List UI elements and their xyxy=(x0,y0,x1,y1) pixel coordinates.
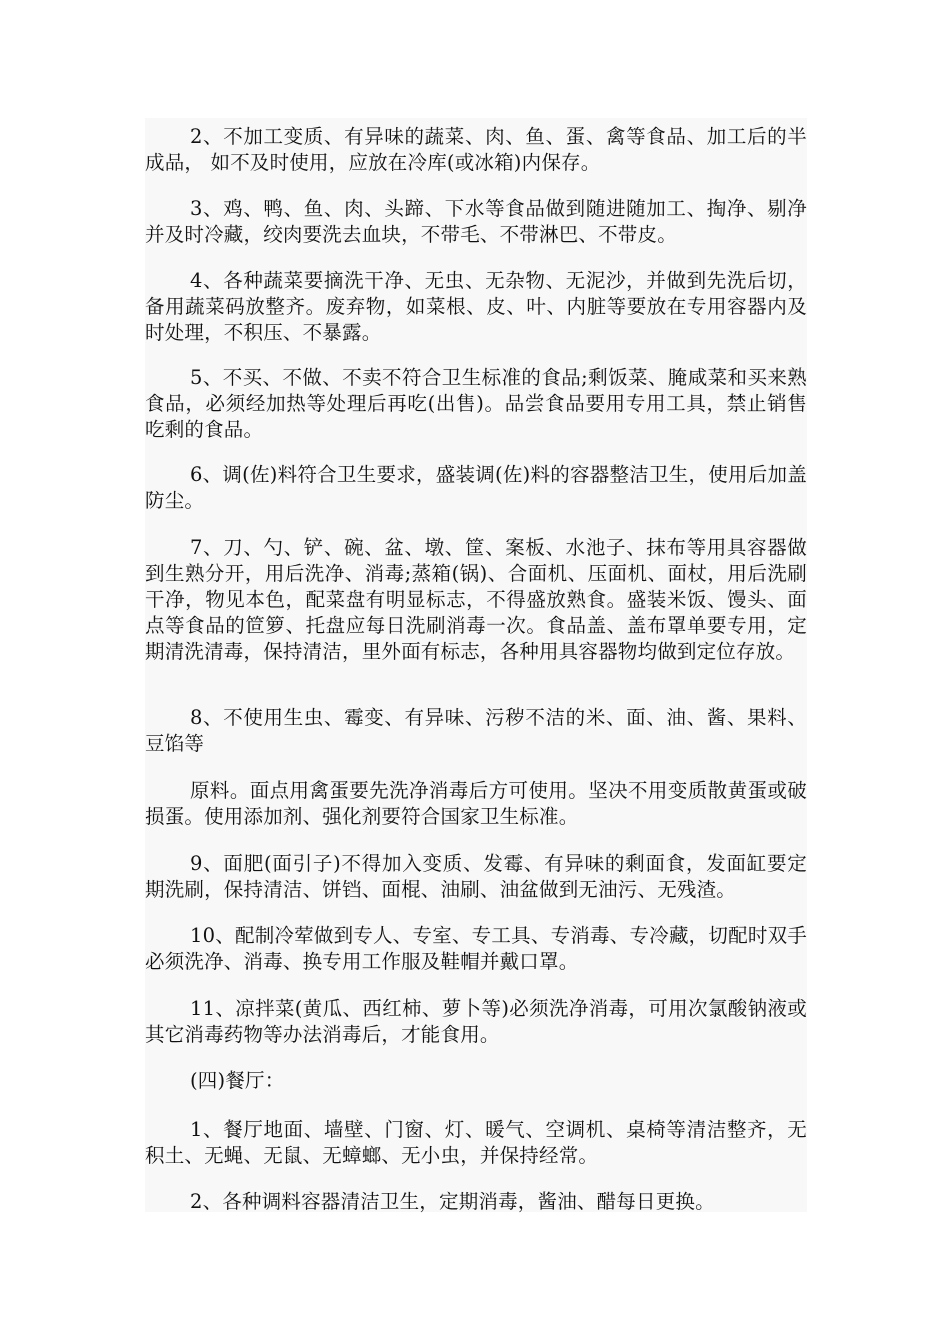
paragraph-9: 9、面肥(面引子)不得加入变质、发霉、有异味的剩面食，发面缸要定期洗刷，保持清洁、饼铛、面棍、油刷、油盆做到无油污、无残渣。 xyxy=(145,852,807,901)
paragraph-7: 7、刀、勺、铲、碗、盆、墩、筐、案板、水池子、抹布等用具容器做到生熟分开，用后洗净、消毒;蒸箱(锅)、合面机、压面机、面杖，用后洗刷干净，物见本色，配菜盘有明显标志，不得盛放熟食。盛装米饭、馒头、面点等食品的笸箩、托盘应每日洗刷消毒一次。食品盖、盖布罩单要专用，定期清洗清毒，保持清洁，里外面有标志，各种用具容器物均做到定位存放。 xyxy=(145,536,807,663)
paragraph-4: 4、各种蔬菜要摘洗干净、无虫、无杂物、无泥沙，并做到先洗后切，备用蔬菜码放整齐。废弃物，如菜根、皮、叶、内脏等要放在专用容器内及时处理，不积压、不暴露。 xyxy=(145,269,807,344)
paragraph-10: 10、配制冷荤做到专人、专室、专工具、专消毒、专冷藏，切配时双手必须洗净、消毒、换专用工作服及鞋帽并戴口罩。 xyxy=(145,924,807,973)
paragraph-3: 3、鸡、鸭、鱼、肉、头蹄、下水等食品做到随进随加工、掏净、剔净并及时冷藏，绞肉要洗去血块，不带毛、不带淋巴、不带皮。 xyxy=(145,197,807,246)
paragraph-8: 8、不使用生虫、霉变、有异味、污秽不洁的米、面、油、酱、果料、豆馅等 xyxy=(145,706,807,755)
paragraph-8-continued: 原料。面点用禽蛋要先洗净消毒后方可使用。坚决不用变质散黄蛋或破损蛋。使用添加剂、强化剂要符合国家卫生标准。 xyxy=(145,779,807,828)
paragraph-2: 2、不加工变质、有异味的蔬菜、肉、鱼、蛋、禽等食品、加工后的半成品， 如不及时使用，应放在冷库(或冰箱)内保存。 xyxy=(145,125,807,174)
paragraph-6: 6、调(佐)料符合卫生要求，盛装调(佐)料的容器整洁卫生，使用后加盖防尘。 xyxy=(145,463,807,512)
section-heading-dining-hall: (四)餐厅： xyxy=(190,1069,285,1092)
dining-paragraph-2: 2、各种调料容器清洁卫生，定期消毒，酱油、醋每日更换。 xyxy=(190,1190,715,1213)
paragraph-11: 11、凉拌菜(黄瓜、西红柿、萝卜等)必须洗净消毒，可用次氯酸钠液或其它消毒药物等办法消毒后，才能食用。 xyxy=(145,997,807,1046)
dining-paragraph-1: 1、餐厅地面、墙壁、门窗、灯、暖气、空调机、桌椅等清洁整齐，无积土、无蝇、无鼠、无蟑螂、无小虫，并保持经常。 xyxy=(145,1118,807,1167)
paragraph-5: 5、不买、不做、不卖不符合卫生标准的食品;剩饭菜、腌咸菜和买来熟食品，必须经加热等处理后再吃(出售)。品尝食品要用专用工具，禁止销售吃剩的食品。 xyxy=(145,366,807,441)
